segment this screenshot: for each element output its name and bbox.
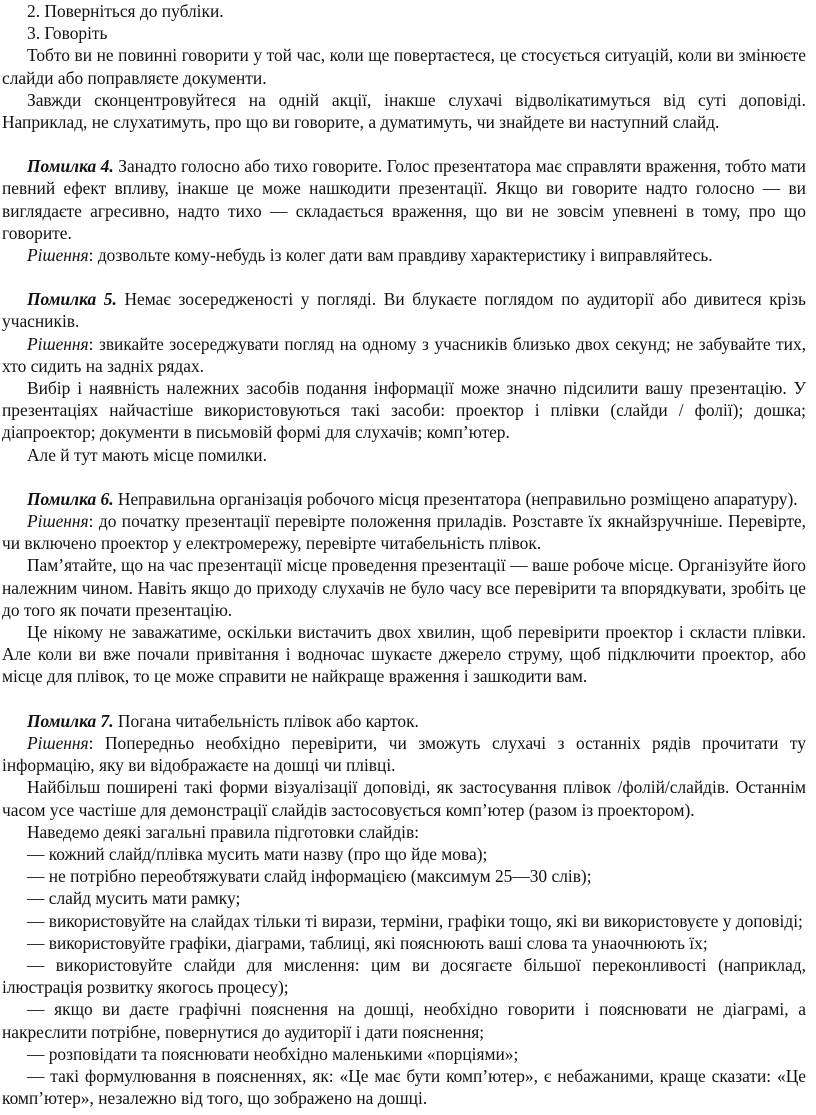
solution-label: Рішення xyxy=(27,732,89,753)
mistake-label: Помилка 7. xyxy=(27,710,114,731)
mistake-text: Занадто голосно або тихо говорите. Голос презентатора має справляти враження, тобто мати певний ефект впливу, інакше це може нашкодити презентації. Якщо ви говорите надто голосно — ви виглядаєте агресивно, надто тихо — складається враження, що ви не зовсім упевнені в тому, про що говорите. xyxy=(2,156,806,243)
rule-item: — розповідати та пояснювати необхідно маленькими «порціями»; xyxy=(27,1043,519,1064)
solution-4 xyxy=(2,244,806,266)
rule-item: — використовуйте графіки, діаграми, таблиці, які пояснюють ваші слова та унаочнюють їх; xyxy=(27,932,708,953)
mistake-5 xyxy=(2,288,806,332)
mistake-7 xyxy=(2,710,806,732)
solution-7 xyxy=(2,732,806,776)
rule-item: — використовуйте на слайдах тільки ті вирази, терміни, графіки тощо, які ви використовуєте у доповіді; xyxy=(27,910,803,931)
solution-5 xyxy=(2,333,806,377)
solution-label: Рішення xyxy=(27,333,89,354)
paragraph: Найбільш поширені такі форми візуалізації доповіді, як застосування плівок /фолій/слайдів. Останнім часом усе частіше для демонстрації слайдів застосовується комп’ютер (разом із проектором). xyxy=(2,777,806,820)
solution-label: Рішення xyxy=(27,511,89,532)
mistake-label: Помилка 6. xyxy=(27,488,114,509)
step-2: 2. Поверніться до публіки. xyxy=(27,1,224,21)
paragraph: Пам’ятайте, що на час презентації місце проведення презентації — ваше робоче місце. Організуйте його належним чином. Навіть якщо до приходу слухачів не було часу все перевірити та впорядкувати, зробіть це до того як почати презентацію. xyxy=(2,555,806,620)
mistake-label: Помилка 5. xyxy=(27,289,117,310)
solution-text: : Попередньо необхідно перевірити, чи зможуть слухачі з останніх рядів прочитати ту інформацію, яку ви відображаєте на дошці чи плівці. xyxy=(2,732,806,776)
mistake-4 xyxy=(2,155,806,244)
solution-text: : дозвольте кому-небудь із колег дати вам правдиву характеристику і виправляйтесь. xyxy=(88,245,713,266)
mistake-text: Неправильна організація робочого місця презентатора (неправильно розміщено апаратуру). xyxy=(113,488,798,509)
mistake-text: Немає зосередженості у погляді. Ви блукаєте поглядом по аудиторії або дивитеся крізь учасників. xyxy=(2,289,806,332)
solution-text: : звикайте зосереджувати погляд на одному з учасників близько двох секунд; не забувайте тих, хто сидить на задніх рядах. xyxy=(2,333,806,376)
solution-text: : до початку презентації перевірте положення приладів. Розставте їх якнайзручніше. Перевірте, чи включено проектор у електромережу, перевірте читабельність плівок. xyxy=(2,511,806,554)
paragraph: Вибір і наявність належних засобів подання інформації може значно підсилити вашу презентацію. У презентаціях найчастіше використовуються такі засоби: проектор і плівки (слайди / фолії); дошка; діапроектор; документи в письмовій формі для слухачів; комп’ютер. xyxy=(2,378,806,443)
mistake-6 xyxy=(2,488,806,510)
paragraph: Завжди сконцентровуйтеся на одній акції, інакше слухачі відволікатимуться від суті доповіді. Наприклад, не слухатимуть, про що ви говорите, а думатимуть, чи знайдете ви наступний слайд. xyxy=(2,89,806,133)
mistake-text: Погана читабельність плівок або карток. xyxy=(113,710,419,731)
paragraph: Тобто ви не повинні говорити у той час, коли ще повертаєтеся, це стосується ситуацій, коли ви змінюєте слайди або поправляєте документи. xyxy=(2,45,806,88)
rule-item: — слайд мусить мати рамку; xyxy=(27,888,241,909)
mistake-label: Помилка 4. xyxy=(27,156,114,177)
rule-item: — не потрібно переобтяжувати слайд інформацією (максимум 25—30 слів); xyxy=(27,866,592,887)
step-3: 3. Говоріть xyxy=(27,23,108,44)
solution-label: Рішення xyxy=(27,245,89,266)
paragraph: Це нікому не заважатиме, оскільки вистачить двох хвилин, щоб перевірити проектор і скласти плівки. Але коли ви вже почали привітання і водночас шукаєте джерело струму, щоб підключити проектор, або місце для плівок, то це може справити не найкраще враження і зашкодити вам. xyxy=(2,622,806,687)
rule-item: — використовуйте слайди для мислення: цим ви досягаєте більшої переконливості (наприклад, ілюстрація розвитку якогось процесу); xyxy=(2,954,806,998)
paragraph: Але й тут мають місце помилки. xyxy=(27,444,267,465)
rule-item: — кожний слайд/плівка мусить мати назву (про що йде мова); xyxy=(27,843,488,864)
paragraph: Наведемо деякі загальні правила підготовки слайдів: xyxy=(27,821,420,842)
rule-item: — якщо ви даєте графічні пояснення на дошці, необхідно говорити і пояснювати не діаграмі, а накреслити потрібне, повернутися до аудиторії і дати пояснення; xyxy=(2,999,806,1042)
rule-item: — такі формулювання в поясненнях, як: «Це має бути комп’ютер», є небажаними, краще сказати: «Це комп’ютер», незалежно від того, що зображено на дошці. xyxy=(2,1065,806,1109)
solution-6 xyxy=(2,510,806,554)
